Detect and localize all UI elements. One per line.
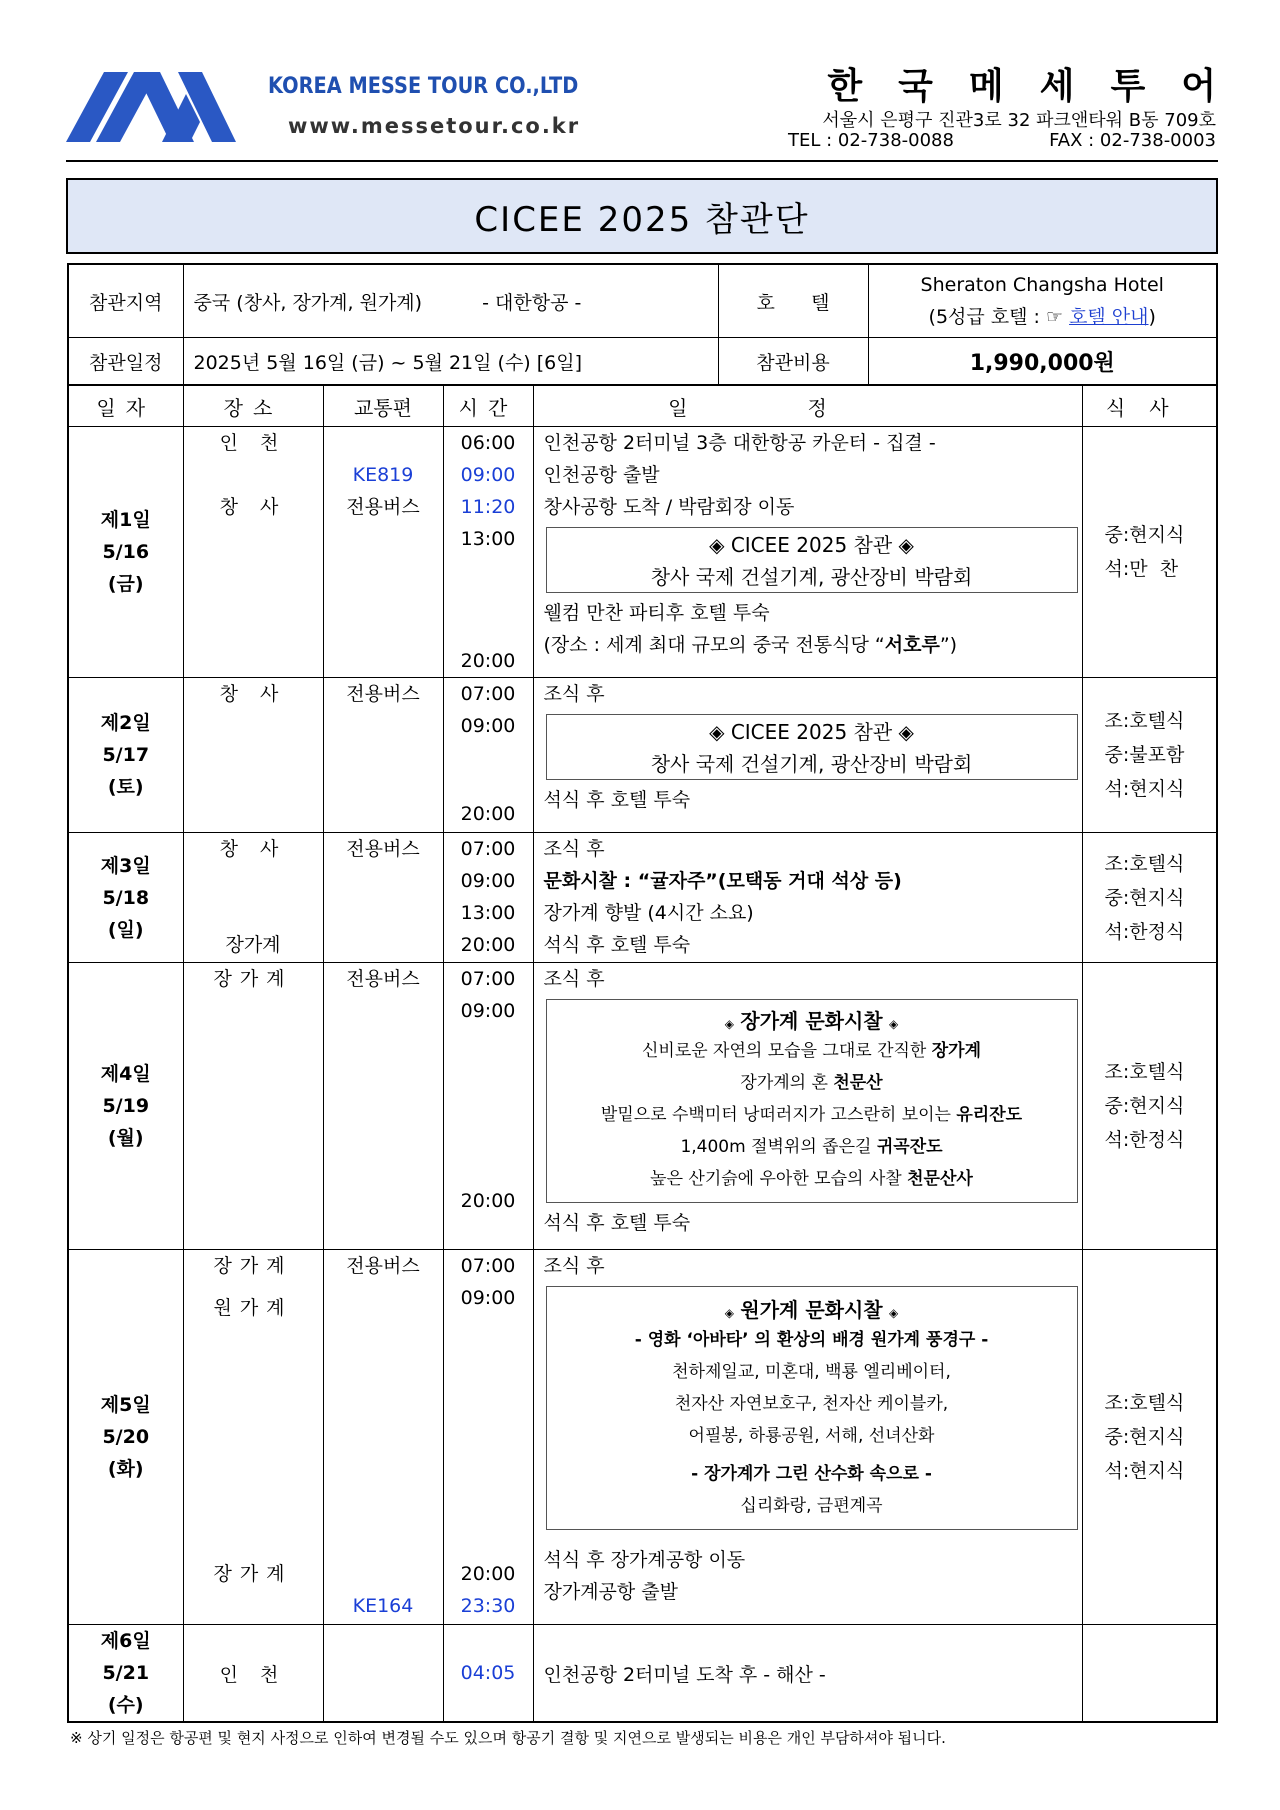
itinerary-table (67, 384, 1218, 1723)
day4-place1: 장가계 (213, 968, 293, 990)
day4-mark-right: ◈ (888, 1017, 899, 1031)
day1-transport (323, 427, 443, 678)
day1-label (68, 427, 183, 678)
day3-number: 제3일 (100, 854, 151, 877)
day4-line4-bold: 귀곡잔도 (876, 1137, 943, 1157)
day1-expo-subtitle: 창사 국제 건설기계, 광산장비 박람회 (650, 565, 973, 589)
day1-sched2: 인천공항 출발 (543, 464, 660, 486)
day5-line2: 천자산 자연보호구, 천자산 케이블카, (674, 1394, 949, 1414)
day5-date: 5/20 (102, 1426, 150, 1448)
day3-place1: 창 사 (219, 838, 287, 860)
day4-number: 제4일 (100, 1063, 151, 1085)
day5-time1: 07:00 (460, 1255, 516, 1277)
day1-place2: 창 사 (219, 496, 287, 518)
day6-meals (1082, 1625, 1217, 1723)
day4-line5 (547, 1164, 1077, 1196)
day4-label (68, 963, 183, 1250)
day1-sched5 (544, 629, 1082, 661)
day3-time1: 07:00 (460, 838, 516, 860)
day1-sched5-bold: 서호루 (884, 634, 940, 656)
day6-date: 5/21 (102, 1662, 150, 1684)
region-value (183, 264, 718, 338)
hotel-info-link[interactable]: 호텔 안내 (1069, 306, 1149, 328)
day2-expo-subtitle: 창사 국제 건설기계, 광산장비 박람회 (650, 752, 973, 776)
day5-times (443, 1250, 533, 1625)
day5-row (68, 1250, 1217, 1625)
day5-time4: 23:30 (460, 1595, 516, 1617)
day6-place (183, 1625, 323, 1723)
day3-place2: 장가계 (225, 934, 281, 956)
day1-number: 제1일 (100, 509, 151, 531)
day4-schedule (533, 963, 1082, 1250)
day5-place1: 장가계 (213, 1255, 293, 1277)
day5-label (68, 1250, 183, 1625)
day4-line5-text: 높은 산기슭에 우아한 모습의 사찰 (650, 1169, 908, 1189)
cost-value: 1,990,000원 (868, 338, 1217, 386)
day4-meal2: 중:현지식 (1104, 1095, 1185, 1117)
day4-tour-heading (547, 1004, 1077, 1036)
day1-time5: 20:00 (460, 650, 516, 672)
company-contact (788, 130, 1216, 151)
day5-mark-right: ◈ (888, 1306, 899, 1320)
day3-row (68, 833, 1217, 963)
day3-meal1: 조:호텔식 (1104, 852, 1185, 875)
day2-meal1: 조:호텔식 (1104, 710, 1185, 732)
day5-line1: 천하제일교, 미혼대, 백룡 엘리베이터, (672, 1362, 951, 1382)
day2-time3: 20:00 (460, 803, 516, 825)
footnote: ※ 상기 일정은 항공편 및 현지 사정으로 인하여 변경될 수도 있으며 항공기 결항 및 지연으로 발생되는 비용은 개인 부담하셔야 됩니다. (70, 1729, 946, 1747)
airline-text: - 대한항공 - (482, 291, 582, 314)
col-day: 일자 (68, 385, 183, 427)
day1-meal1: 중:현지식 (1104, 524, 1185, 546)
day2-time1: 07:00 (460, 683, 516, 705)
day1-time4: 13:00 (460, 528, 516, 550)
document-title-box (66, 178, 1218, 254)
day3-place (183, 833, 323, 963)
day5-mark-left: ◈ (724, 1306, 735, 1320)
day6-time1: 04:05 (443, 1625, 533, 1723)
itinerary-header-row (68, 385, 1217, 427)
col-place: 장소 (183, 385, 323, 427)
day5-sched2: 석식 후 장가계공항 이동 (543, 1549, 746, 1571)
day3-bus: 전용버스 (346, 838, 420, 860)
day4-row (68, 963, 1217, 1250)
date-value: 2025년 5월 16일 (금) ~ 5월 21일 (수) [6일] (183, 338, 718, 386)
day4-tour-title: 장가계 문화시찰 (740, 1009, 883, 1033)
day5-bus: 전용버스 (346, 1255, 420, 1277)
day4-line4-text: 1,400m 절벽위의 좁은길 (680, 1137, 877, 1157)
day1-expo-box (546, 527, 1078, 593)
hotel-value (868, 264, 1217, 338)
day1-time1: 06:00 (460, 432, 516, 454)
day6-place1: 인 천 (219, 1663, 287, 1686)
hotel-name: Sheraton Changsha Hotel (920, 274, 1164, 296)
day2-meal2: 중:불포함 (1104, 744, 1185, 766)
day4-line1 (547, 1036, 1077, 1068)
day3-meal3: 석:한정식 (1104, 920, 1185, 943)
day4-line3 (547, 1100, 1077, 1132)
day3-sched1: 조식 후 (543, 838, 605, 860)
day5-place3: 장가계 (213, 1563, 293, 1585)
day4-line2-text: 장가계의 혼 (740, 1073, 834, 1093)
day6-transport (323, 1625, 443, 1723)
col-schedule: 일정 (533, 385, 1082, 427)
region-label: 참관지역 (68, 264, 183, 338)
day5-line4: 십리화랑, 금편계곡 (740, 1496, 883, 1516)
day4-meals (1082, 963, 1217, 1250)
day4-line3-bold: 유리잔도 (956, 1105, 1023, 1125)
day5-sched1: 조식 후 (543, 1255, 605, 1277)
day5-time2: 09:00 (460, 1287, 516, 1309)
day2-label (68, 678, 183, 833)
day5-time3: 20:00 (460, 1563, 516, 1585)
day2-number: 제2일 (100, 712, 151, 734)
day5-tour-heading (547, 1293, 1077, 1325)
day1-place1: 인 천 (219, 432, 287, 454)
day4-line5-bold: 천문산사 (907, 1169, 973, 1189)
day5-transport (323, 1250, 443, 1625)
day3-schedule (533, 833, 1082, 963)
day1-time3: 11:20 (460, 496, 516, 518)
company-logo-icon (66, 72, 251, 142)
day1-row (68, 427, 1217, 678)
day5-meal3: 석:현지식 (1104, 1460, 1185, 1482)
day2-place1: 창 사 (219, 683, 287, 705)
date-label: 참관일정 (68, 338, 183, 386)
day1-bus: 전용버스 (346, 496, 420, 518)
day1-sched1: 인천공항 2터미널 3층 대한항공 카운터 - 집결 - (543, 432, 936, 454)
company-address: 서울시 은평구 진관3로 32 파크앤타워 B동 709호 (822, 110, 1216, 131)
header-divider (66, 160, 1218, 162)
day1-sched5-suffix: ”) (939, 634, 958, 656)
day2-weekday: (토) (107, 776, 144, 798)
day3-time2: 09:00 (460, 870, 516, 892)
day2-row (68, 678, 1217, 833)
day3-sched4: 석식 후 호텔 투숙 (543, 934, 691, 956)
day4-line1-bold: 장가계 (931, 1041, 982, 1061)
company-name-kr: 한국메세투어 (827, 66, 1252, 107)
day6-weekday: (수) (107, 1694, 144, 1716)
day1-times (443, 427, 533, 678)
hotel-grade-prefix: (5성급 호텔 : ☞ (928, 306, 1070, 328)
day4-line2-bold: 천문산 (833, 1073, 883, 1093)
hotel-label: 호 텔 (718, 264, 868, 338)
day6-sched1: 인천공항 2터미널 도착 후 - 해산 - (533, 1625, 1082, 1723)
day3-date: 5/18 (102, 886, 150, 909)
day1-sched4: 웰컴 만찬 파티후 호텔 투숙 (543, 602, 770, 624)
day6-row (68, 1625, 1217, 1723)
day4-line2 (547, 1068, 1077, 1100)
day5-sched3: 장가계공항 출발 (543, 1581, 679, 1603)
day1-meals (1082, 427, 1217, 678)
day6-number: 제6일 (100, 1630, 151, 1652)
day2-expo-box (546, 714, 1078, 780)
day2-sched2: 석식 후 호텔 투숙 (543, 789, 691, 811)
col-time: 시간 (443, 385, 533, 427)
day5-schedule (533, 1250, 1082, 1625)
col-meal: 식사 (1082, 385, 1217, 427)
day1-flight: KE819 (352, 464, 414, 486)
day2-expo-title: ◈ CICEE 2025 참관 ◈ (709, 720, 914, 744)
day3-transport (323, 833, 443, 963)
day5-tour-title: 원가계 문화시찰 (740, 1298, 883, 1322)
day5-place2: 원가계 (213, 1297, 293, 1319)
day1-meal2: 석:만 찬 (1104, 558, 1179, 580)
day2-place (183, 678, 323, 833)
day4-line3-text: 발밑으로 수백미터 낭떠러지가 고스란히 보이는 (600, 1105, 957, 1125)
day2-sched1: 조식 후 (543, 683, 605, 705)
day5-number: 제5일 (100, 1394, 151, 1416)
day4-line1-text: 신비로운 자연의 모습을 그대로 간직한 (641, 1041, 932, 1061)
day4-line4 (547, 1132, 1077, 1164)
cost-label: 참관비용 (718, 338, 868, 386)
day4-tour-box (546, 999, 1078, 1203)
day4-time2: 09:00 (460, 1000, 516, 1022)
day2-transport (323, 678, 443, 833)
day5-meals (1082, 1250, 1217, 1625)
day5-flight: KE164 (352, 1595, 414, 1617)
company-name-en: KOREA MESSE TOUR CO.,LTD (268, 74, 579, 99)
day4-time3: 20:00 (460, 1190, 516, 1212)
day3-sched2: 문화시찰 : “귤자주”(모택동 거대 석상 등) (543, 870, 902, 892)
day5-meal2: 중:현지식 (1104, 1426, 1185, 1448)
tel-number: TEL : 02-738-0088 (788, 130, 954, 151)
day4-meal1: 조:호텔식 (1104, 1061, 1185, 1083)
day1-weekday: (금) (107, 573, 144, 595)
day3-time3: 13:00 (460, 902, 516, 924)
day1-time2: 09:00 (460, 464, 516, 486)
day2-meals (1082, 678, 1217, 833)
day2-time2: 09:00 (460, 715, 516, 737)
region-text: 중국 (창사, 장가계, 원가계) (193, 291, 423, 314)
fax-number: FAX : 02-738-0003 (1049, 130, 1216, 151)
day4-time1: 07:00 (460, 968, 516, 990)
day5-subheading1: - 영화 ‘아바타’ 의 환상의 배경 원가계 풍경구 - (634, 1330, 989, 1350)
day5-tour-box (546, 1286, 1078, 1530)
day3-times (443, 833, 533, 963)
day4-sched1: 조식 후 (543, 968, 605, 990)
day5-line3: 어필봉, 하룡공원, 서해, 선녀산화 (688, 1426, 935, 1446)
day3-sched3: 장가계 향발 (4시간 소요) (543, 902, 754, 924)
day5-meal1: 조:호텔식 (1104, 1392, 1185, 1414)
day4-sched2: 석식 후 호텔 투숙 (543, 1212, 691, 1234)
day2-schedule (533, 678, 1082, 833)
day3-meal2: 중:현지식 (1104, 886, 1185, 909)
hotel-grade (879, 301, 1207, 333)
day1-date: 5/16 (102, 541, 150, 563)
day4-place (183, 963, 323, 1250)
day4-weekday: (월) (107, 1127, 144, 1149)
day4-date: 5/19 (102, 1095, 150, 1117)
day3-time4: 20:00 (460, 934, 516, 956)
document-title: CICEE 2025 참관단 (474, 199, 810, 240)
day5-place (183, 1250, 323, 1625)
col-transport: 교통편 (323, 385, 443, 427)
hotel-grade-suffix: ) (1148, 306, 1156, 328)
day4-bus: 전용버스 (346, 968, 420, 990)
day1-expo-title: ◈ CICEE 2025 참관 ◈ (709, 533, 914, 557)
day3-label (68, 833, 183, 963)
day4-mark-left: ◈ (724, 1017, 735, 1031)
day1-place (183, 427, 323, 678)
day1-sched5-prefix: (장소 : 세계 최대 규모의 중국 전통식당 “ (543, 634, 885, 656)
company-website[interactable]: www.messetour.co.kr (288, 114, 581, 138)
day2-date: 5/17 (102, 744, 150, 766)
day1-schedule (533, 427, 1082, 678)
day4-meal3: 석:한정식 (1104, 1129, 1185, 1151)
day3-weekday: (일) (107, 918, 144, 941)
day5-subheading2: - 장가계가 그린 산수화 속으로 - (691, 1464, 932, 1484)
day4-transport (323, 963, 443, 1250)
day1-sched3: 창사공항 도착 / 박람회장 이동 (543, 496, 795, 518)
day3-meals (1082, 833, 1217, 963)
letterhead (66, 58, 1252, 158)
day4-times (443, 963, 533, 1250)
day6-label (68, 1625, 183, 1723)
tour-info-table (67, 263, 1218, 386)
day5-weekday: (화) (107, 1458, 144, 1480)
day2-meal3: 석:현지식 (1104, 778, 1185, 800)
day2-bus: 전용버스 (346, 683, 420, 705)
day2-times (443, 678, 533, 833)
